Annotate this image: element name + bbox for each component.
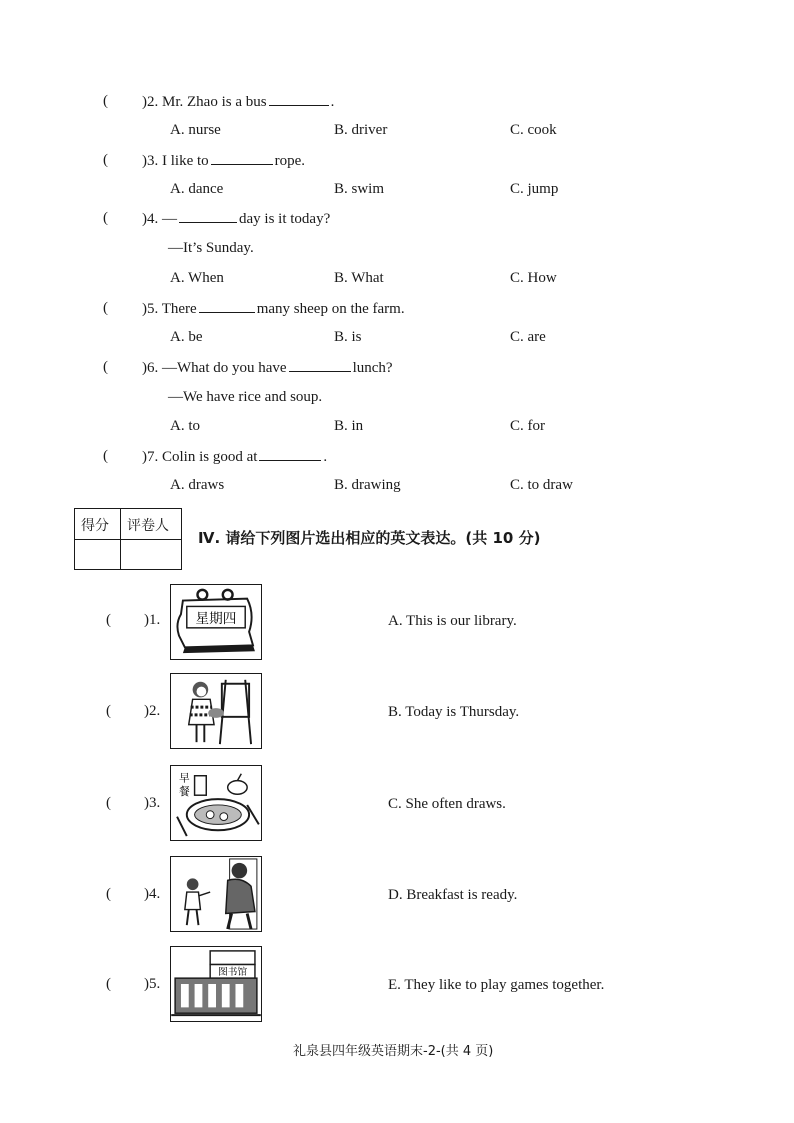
picture-breakfast xyxy=(170,765,262,841)
answer-blank xyxy=(179,210,237,223)
answer-blank xyxy=(199,300,255,313)
question-text-before: Colin is good at xyxy=(162,449,258,465)
question-text-after: lunch? xyxy=(352,360,393,376)
question-text-before: — xyxy=(162,211,177,227)
question-text-before: —What do you have xyxy=(162,360,287,376)
match-option: B. Today is Thursday. xyxy=(388,704,520,720)
option-c: C. jump xyxy=(510,181,559,197)
match-number: )5. xyxy=(144,976,161,992)
option-a: A. When xyxy=(170,270,224,286)
answer-blank xyxy=(289,359,351,372)
option-a: A. draws xyxy=(170,477,225,493)
match-option: C. She often draws. xyxy=(388,796,506,812)
breakfast-text-1: 早 xyxy=(179,771,190,785)
question-number: )3. xyxy=(142,153,159,169)
library-icon xyxy=(171,947,261,1021)
match-number: )4. xyxy=(144,886,161,902)
question-number: )7. xyxy=(142,449,159,465)
section-4-title: Ⅳ. 请给下列图片选出相应的英文表达。(共 10 分) xyxy=(198,529,541,547)
breakfast-text-2: 餐 xyxy=(179,785,190,799)
option-c: C. cook xyxy=(510,122,557,138)
option-b: B. drawing xyxy=(334,477,401,493)
question-text-before: I like to xyxy=(162,153,209,169)
grader-label: 评卷人 xyxy=(127,518,169,534)
question-text-after: . xyxy=(330,94,335,110)
question-text-before: There xyxy=(161,301,197,317)
question-text-after: . xyxy=(323,449,328,465)
question-number: )5. xyxy=(142,301,159,317)
match-number: )2. xyxy=(144,703,161,719)
question-text-after: rope. xyxy=(274,153,306,169)
question-text-after: many sheep on the farm. xyxy=(256,301,405,317)
option-c: C. are xyxy=(510,329,546,345)
option-c: C. How xyxy=(510,270,557,286)
option-b: B. swim xyxy=(334,181,385,197)
option-b: B. in xyxy=(334,418,364,434)
children-playing-icon xyxy=(171,857,261,931)
match-number: )3. xyxy=(144,795,161,811)
option-a: A. to xyxy=(170,418,200,434)
option-a: A. be xyxy=(170,329,203,345)
match-option: A. This is our library. xyxy=(388,613,517,629)
picture-children-playing xyxy=(170,856,262,932)
option-a: A. dance xyxy=(170,181,224,197)
answer-blank xyxy=(269,93,329,106)
dialog-response: —It’s Sunday. xyxy=(168,240,254,256)
answer-blank xyxy=(259,448,321,461)
match-option: E. They like to play games together. xyxy=(388,977,605,993)
answer-blank xyxy=(211,152,273,165)
score-label: 得分 xyxy=(81,518,109,534)
option-c: C. to draw xyxy=(510,477,573,493)
option-b: B. is xyxy=(334,329,362,345)
calendar-text: 星期四 xyxy=(195,610,237,627)
library-sign-text: 图书馆 xyxy=(217,967,248,979)
picture-library xyxy=(170,946,262,1022)
girl-painting-icon xyxy=(171,674,261,748)
calendar-icon xyxy=(171,585,261,659)
option-a: A. nurse xyxy=(170,122,221,138)
picture-girl-painting xyxy=(170,673,262,749)
option-b: B. driver xyxy=(334,122,388,138)
question-number: )2. xyxy=(142,94,159,110)
question-number: )6. xyxy=(142,360,159,376)
score-table xyxy=(74,508,182,570)
match-number: )1. xyxy=(144,612,161,628)
option-b: B. What xyxy=(334,270,384,286)
page-footer: 礼泉县四年级英语期末-2-(共 4 页) xyxy=(293,1044,494,1059)
question-number: )4. xyxy=(142,211,159,227)
match-option: D. Breakfast is ready. xyxy=(388,887,518,903)
picture-calendar xyxy=(170,584,262,660)
breakfast-icon xyxy=(171,766,261,840)
question-text-after: day is it today? xyxy=(239,211,331,227)
option-c: C. for xyxy=(510,418,545,434)
question-text-before: Mr. Zhao is a bus xyxy=(162,94,267,110)
dialog-response: —We have rice and soup. xyxy=(168,389,323,405)
